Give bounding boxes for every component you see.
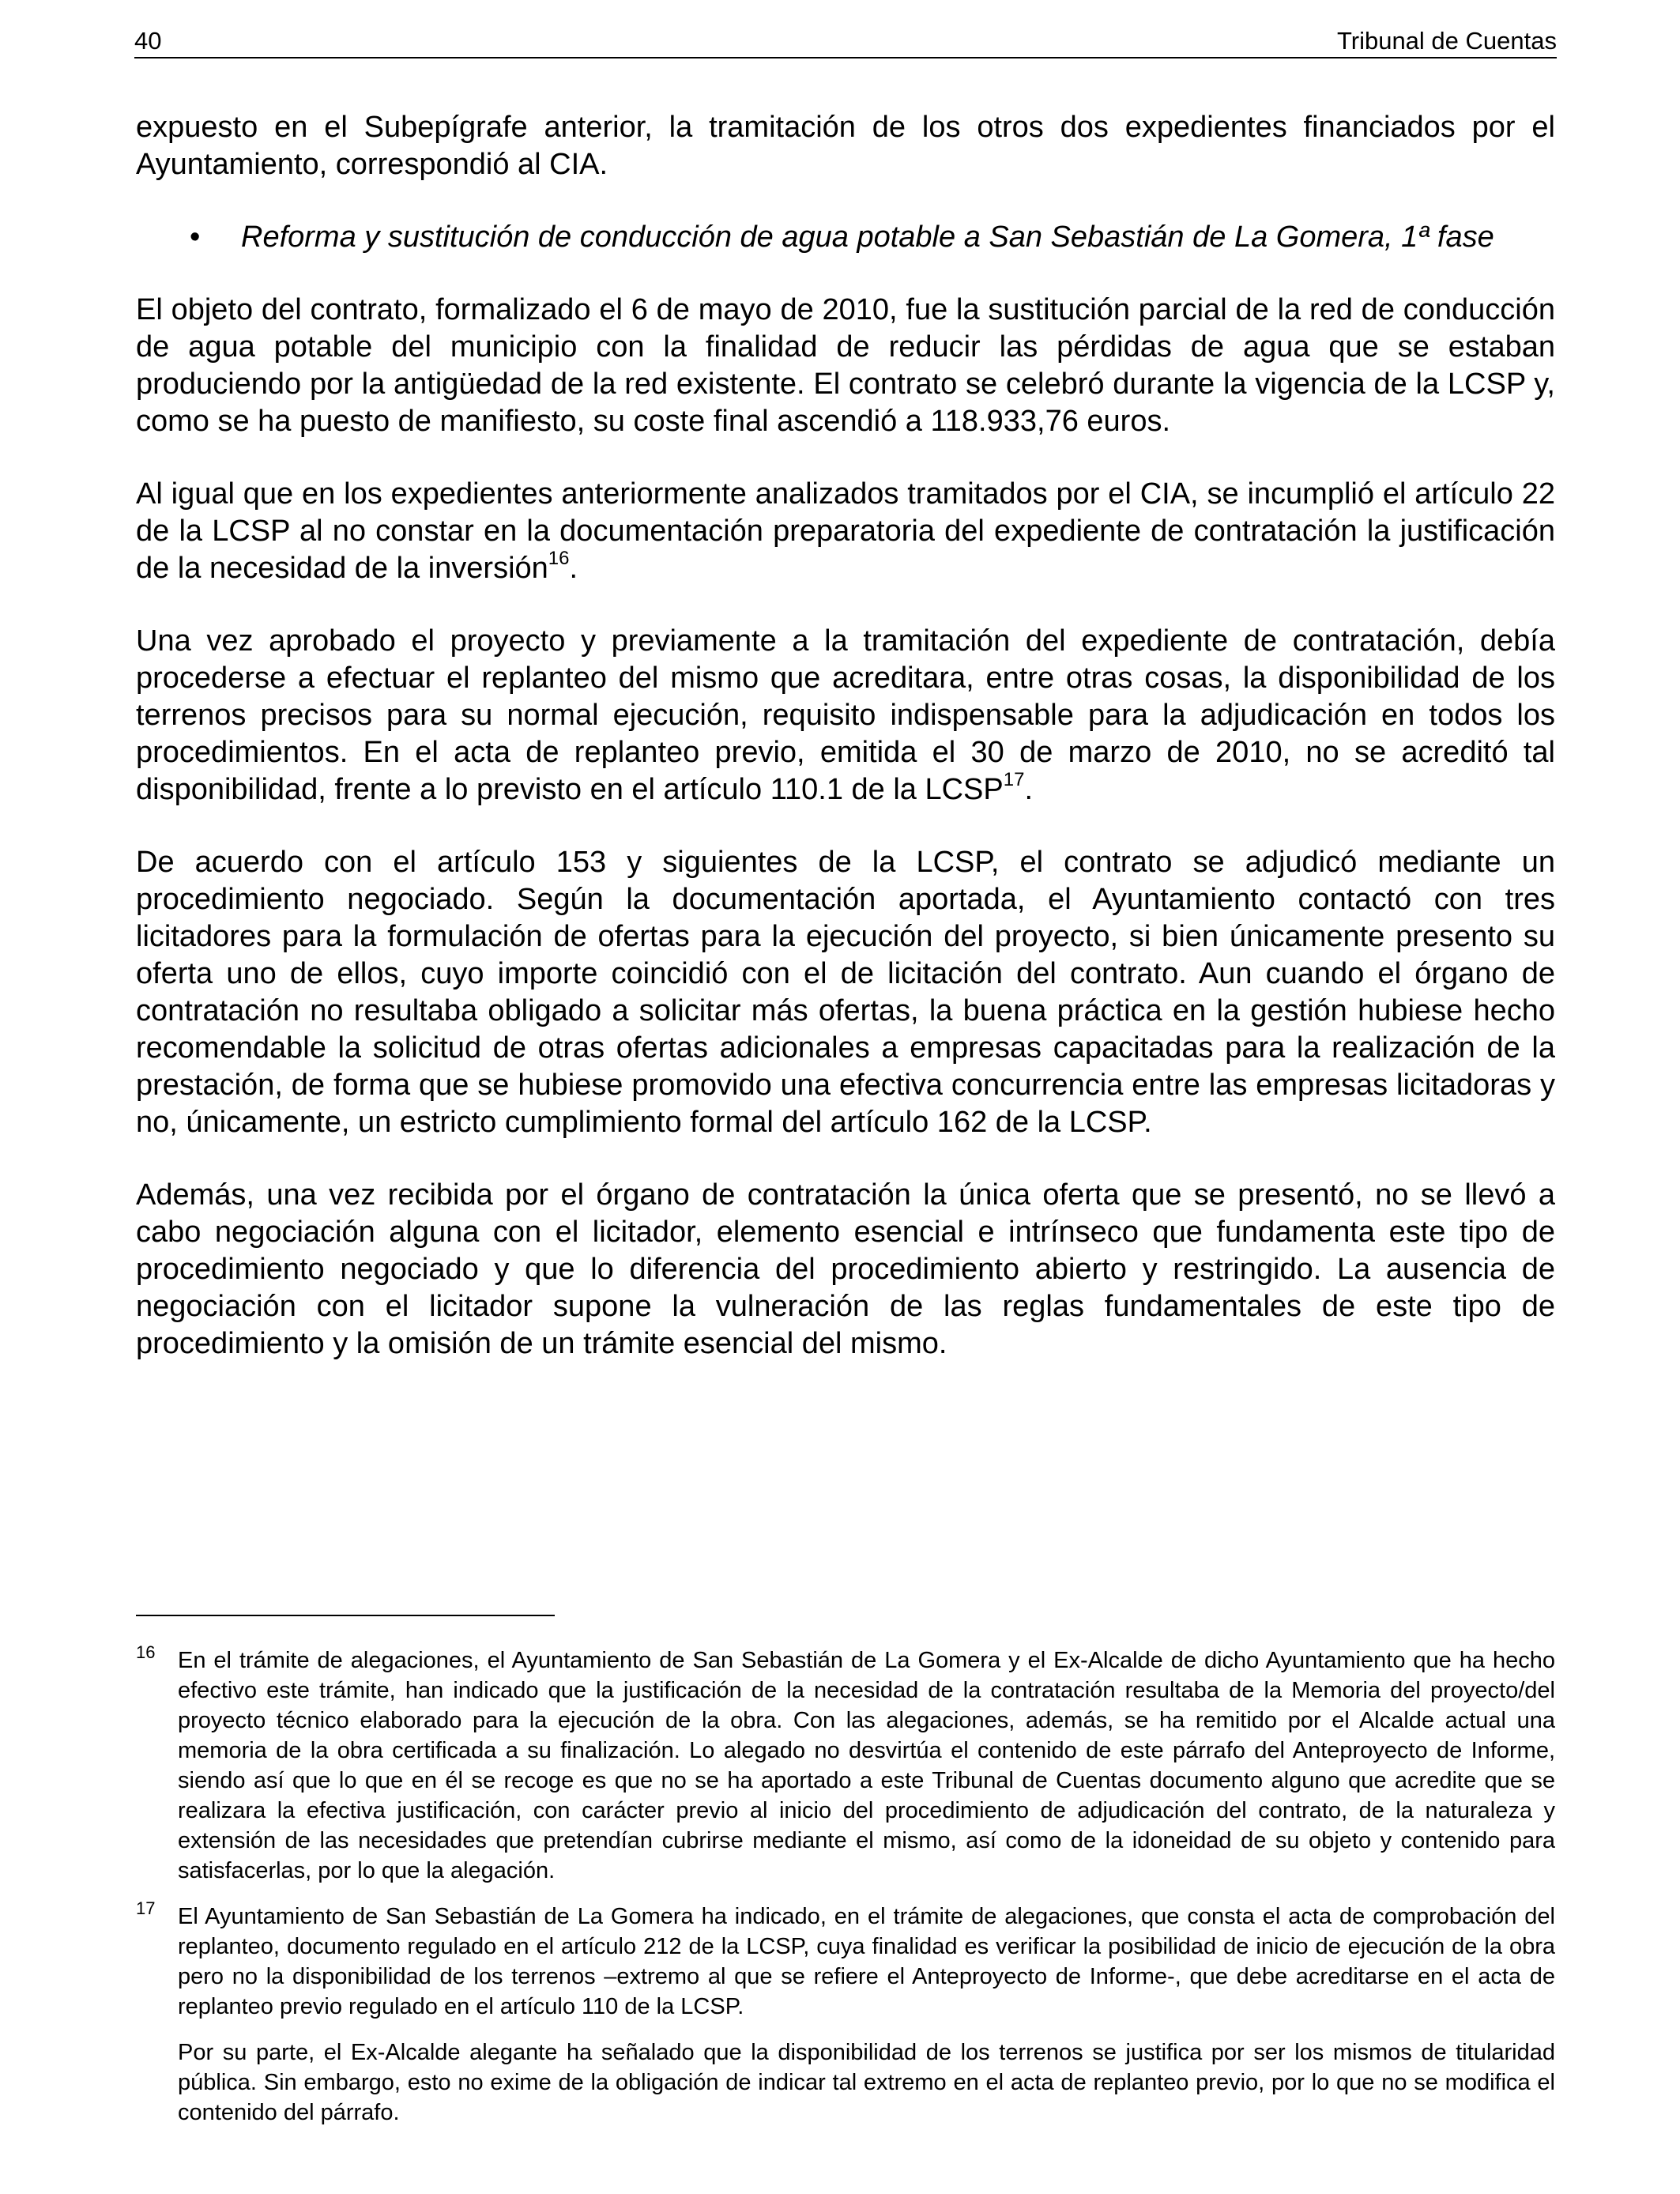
footnote-mark: 16 [136,1642,156,1662]
section-bullet [136,219,1555,256]
document-title: Tribunal de Cuentas [1336,27,1557,55]
footnote-reference-17[interactable]: 17 [1003,769,1025,790]
footnote-reference-16[interactable]: 16 [548,548,570,569]
paragraph-negociacion: Además, una vez recibida por el órgano de contratación la única oferta que se presentó, no se llevó a cabo negociación alguna con el licitador, elemento esencial e intrínseco que fundamenta este tipo de procedimiento negociado y que lo diferencia del procedimiento abierto y restringido. La ausencia de negociación con el licitador supone la vulneración de las reglas fundamentales de este tipo de procedimiento y la omisión de un trámite esencial del mismo. [136,1178,1555,1360]
footnote-text: El Ayuntamiento de San Sebastián de La Gomera ha indicado, en el trámite de alegaciones, que consta el acta de comprobación del replanteo, documento regulado en el artículo 212 de la LCSP, cuya finalidad es verificar la posibilidad de inicio de ejecución de la obra pero no la disponibilidad de los terrenos –extremo al que se refiere el Anteproyecto de Informe-, que debe acreditarse en el acta de replanteo previo regulado en el artículo 110 de la LCSP. [178,1904,1555,2019]
footnote-text: En el trámite de alegaciones, el Ayuntamiento de San Sebastián de La Gomera y el Ex-Alcalde de dicho Ayuntamiento que ha hecho efectivo este trámite, han indicado que la justificación de la necesidad de la contratación resultaba de la Memoria del proyecto/del proyecto técnico elaborado para la ejecución de la obra. Con las alegaciones, además, se ha remitido por el Alcalde actual una memoria de la obra certificada a su finalización. Lo alegado no desvirtúa el contenido de este párrafo del Anteproyecto de Informe, siendo así que lo que en él se recoge es que no se ha aportado a este Tribunal de Cuentas documento alguno que acredite que se realizara la efectiva justificación, con carácter previo al inicio del procedimiento de adjudicación del contrato, de la naturaleza y extensión de las necesidades que pretendían cubrirse mediante el mismo, así como de la idoneidad de su objeto y contenido para satisfacerlas, por lo que la alegación. [178,1648,1555,1883]
section-heading: Reforma y sustitución de conducción de agua potable a San Sebastián de La Gomera, 1ª fase [241,221,1494,254]
paragraph-text: Al igual que en los expedientes anteriormente analizados tramitados por el CIA, se incumplió el artículo 22 de la LCSP al no constar en la documentación preparatoria del expediente de contratación la justificación de la necesidad de la inversión [136,477,1555,585]
paragraph-end: . [1024,773,1034,806]
paragraph-text: Una vez aprobado el proyecto y previamente a la tramitación del expediente de contratación, debía procederse a efectuar el replanteo del mismo que acreditara, entre otras cosas, la disponibilidad de los terrenos precisos para su normal ejecución, requisito indispensable para la adjudicación en todos los procedimientos. En el acta de replanteo previo, emitida el 30 de marzo de 2010, no se acreditó tal disponibilidad, frente a lo previsto en el artículo 110.1 de la LCSP [136,624,1555,806]
paragraph-contract-object: El objeto del contrato, formalizado el 6 de mayo de 2010, fue la sustitución parcial de la red de conducción de agua potable del municipio con la finalidad de reducir las pérdidas de agua que se estaban produciendo por la antigüedad de la red existente. El contrato se celebró durante la vigencia de la LCSP y, como se ha puesto de manifiesto, su coste final ascendió a 118.933,76 euros. [136,293,1555,438]
footnote-mark: 17 [136,1898,156,1918]
footnote-text: Por su parte, el Ex-Alcalde alegante ha señalado que la disponibilidad de los terrenos se justifica por ser los mismos de titularidad pública. Sin embargo, esto no exime de la obligación de indicar tal extremo en el acta de replanteo previo, por lo que no se modifica el contenido del párrafo. [178,2040,1555,2125]
paragraph-procedimiento-negociado: De acuerdo con el artículo 153 y siguientes de la LCSP, el contrato se adjudicó mediante un procedimiento negociado. Según la documentación aportada, el Ayuntamiento contactó con tres licitadores para la formulación de ofertas para la ejecución del proyecto, si bien únicamente presento su oferta uno de ellos, cuyo importe coincidió con el de licitación del contrato. Aun cuando el órgano de contratación no resultaba obligado a solicitar más ofertas, la buena práctica en la gestión hubiese hecho recomendable la solicitud de otras ofertas adicionales a empresas capacitadas para la realización de la prestación, de forma que se hubiese promovido una efectiva concurrencia entre las empresas licitadoras y no, únicamente, un estricto cumplimiento formal del artículo 162 de la LCSP. [136,846,1555,1139]
footnote-17 [136,1898,1555,2128]
footnote-16 [136,1642,1555,1886]
paragraph-article-22 [136,476,1555,587]
footnotes [136,1642,1555,2143]
paragraph-end: . [569,552,578,585]
footnote-separator [136,1615,555,1616]
paragraph-replanteo [136,623,1555,809]
main-text [136,109,1555,1398]
page-header [134,25,1557,58]
paragraph-intro: expuesto en el Subepígrafe anterior, la tramitación de los otros dos expedientes financiados por el Ayuntamiento, correspondió al CIA. [136,111,1555,181]
bullet-icon: • [190,221,201,254]
page-number: 40 [134,27,162,55]
